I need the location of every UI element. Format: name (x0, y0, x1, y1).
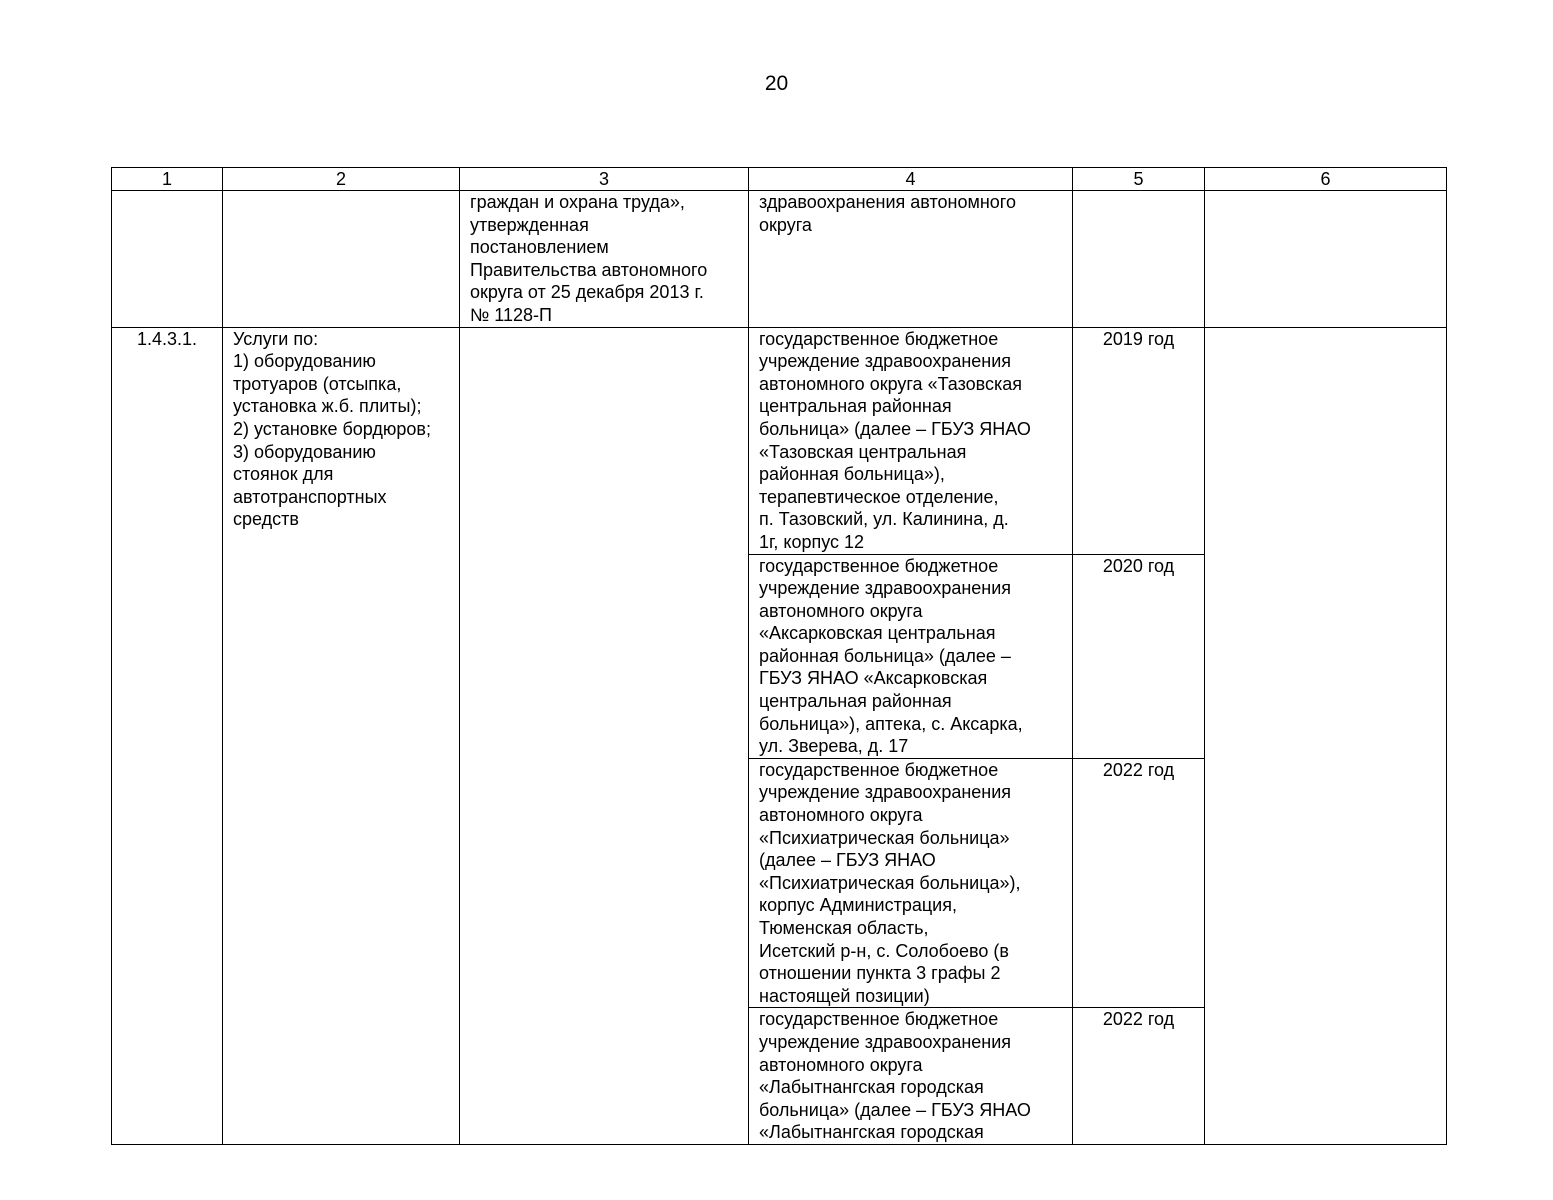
item-number: 1.4.3.1. (136, 328, 198, 349)
item-description: Услуги по: 1) оборудованию тротуаров (отсыпка, установка ж.б. плиты); 2) установке бордюров; 3) оборудованию стоянок для автотранспортных средств (233, 328, 431, 530)
column-header-4: 4 (749, 168, 1073, 191)
column-header-1: 1 (112, 168, 223, 191)
institution-cell-2 (749, 554, 1073, 758)
item-description-cell (223, 327, 460, 1144)
column-header-3: 3 (460, 168, 749, 191)
institution-text: государственное бюджетное учреждение здравоохранения автономного округа «Лабытнангская городская больница» (далее – ГБУЗ ЯНАО «Лабытнангская городская (759, 1009, 1031, 1143)
year-text: 2019 год (1102, 328, 1175, 349)
continuation-cell-6 (1205, 191, 1447, 328)
item-number-cell (112, 327, 223, 1144)
continuation-cell-4: здравоохранения автономного округа (749, 191, 1073, 328)
institution-text: государственное бюджетное учреждение здравоохранения автономного округа «Психиатрическая больница» (далее – ГБУЗ ЯНАО «Психиатрическая больница»), корпус Администрация, Тюменская область, Исетский р-н, с. Солобоево (в отношении пункта 3 графы 2 настоящей позиции) (759, 759, 1021, 1006)
year-text: 2022 год (1102, 759, 1175, 780)
column-header-2: 2 (223, 168, 460, 191)
column-header-6: 6 (1205, 168, 1447, 191)
institution-cell-4 (749, 1008, 1073, 1145)
institution-text: государственное бюджетное учреждение здравоохранения автономного округа «Аксарковская центральная районная больница» (далее – ГБУЗ ЯНАО «Аксарковская центральная районная больница»), аптека, с. Аксарка, ул. Зверева, д. 17 (759, 555, 1023, 757)
continuation-cell-2 (223, 191, 460, 328)
document-table (111, 167, 1447, 1145)
institution-text: государственное бюджетное учреждение здравоохранения автономного округа «Тазовская центральная районная больница» (далее – ГБУЗ ЯНАО «Тазовская центральная районная больница»), терапевтическое отделение, п. Тазовский, ул. Калинина, д. 1г, корпус 12 (759, 328, 1031, 552)
institution-cell-1 (749, 327, 1073, 554)
year-cell-1 (1073, 327, 1205, 554)
table-header-row (112, 168, 1447, 191)
year-cell-4 (1073, 1008, 1205, 1145)
table-row-item-sub1 (112, 327, 1447, 554)
continuation-cell-5 (1073, 191, 1205, 328)
institution-cell-3 (749, 758, 1073, 1008)
continuation-cell-1 (112, 191, 223, 328)
column-header-5: 5 (1073, 168, 1205, 191)
year-cell-3 (1073, 758, 1205, 1008)
year-text: 2020 год (1102, 555, 1175, 576)
item-col3-cell (460, 327, 749, 1144)
continuation-cell-3: граждан и охрана труда», утвержденная постановлением Правительства автономного округа от 25 декабря 2013 г. № 1128-П (460, 191, 749, 328)
page-number: 20 (764, 72, 789, 95)
item-col6-cell (1205, 327, 1447, 1144)
year-text: 2022 год (1102, 1009, 1175, 1030)
table-row-continuation (112, 191, 1447, 328)
year-cell-2 (1073, 554, 1205, 758)
